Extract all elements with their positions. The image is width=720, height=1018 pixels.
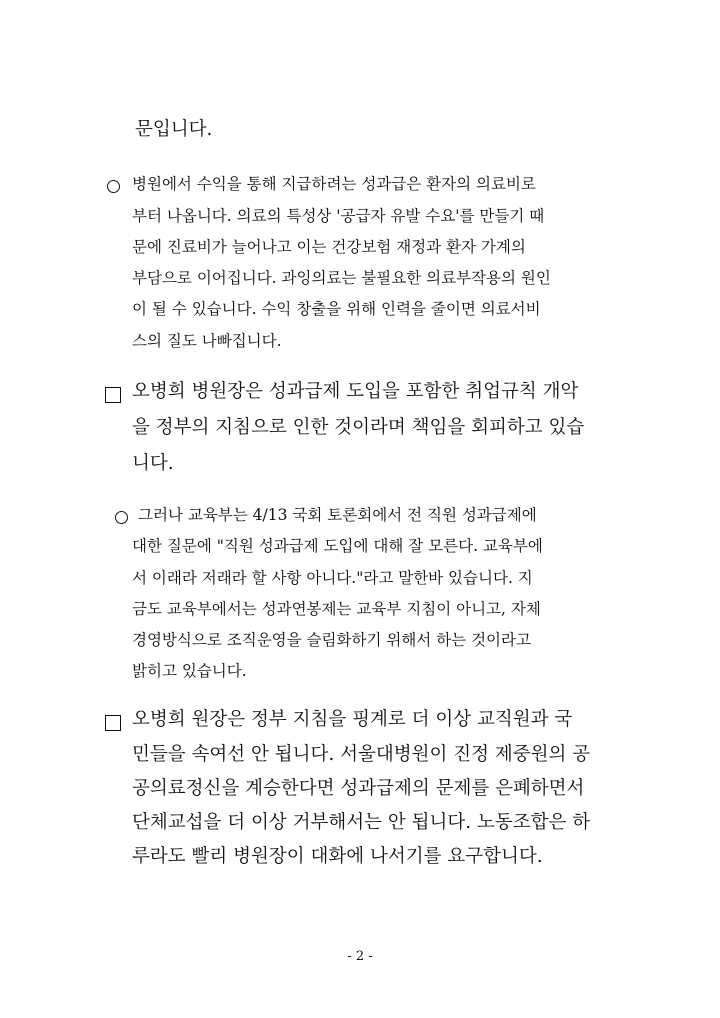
- paragraph-line: 단체교섭을 더 이상 거부해서는 안 됩니다. 노동조합은 하: [132, 812, 591, 833]
- paragraph-line: 부담으로 이어집니다. 과잉의료는 불필요한 의료부작용의 원인: [132, 269, 551, 287]
- paragraph-line: 오병희 병원장은 성과급제 도입을 포함한 취업규칙 개악: [132, 381, 579, 402]
- square-bullet-icon: [105, 715, 121, 731]
- paragraph-line: 니다.: [132, 453, 174, 474]
- paragraph-line: 오병희 원장은 정부 지침을 핑계로 더 이상 교직원과 국: [132, 709, 573, 730]
- circle-bullet-icon: [115, 511, 128, 524]
- paragraph-line: 병원에서 수익을 통해 지급하려는 성과급은 환자의 의료비로: [132, 175, 536, 193]
- paragraph-line: 금도 교육부에서는 성과연봉제는 교육부 지침이 아니고, 자체: [132, 600, 541, 618]
- paragraph-line: 문에 진료비가 늘어나고 이는 건강보험 재정과 환자 가계의: [132, 238, 526, 256]
- square-bullet-icon: [105, 387, 121, 403]
- paragraph-line: 을 정부의 지침으로 인한 것이라며 책임을 회피하고 있습: [132, 417, 585, 438]
- page-number: - 2 -: [347, 949, 373, 964]
- paragraph-line: 밝히고 있습니다.: [132, 662, 247, 680]
- paragraph-line: 이 될 수 있습니다. 수익 창출을 위해 인력을 줄이면 의료서비: [132, 300, 541, 318]
- continuation-text: 문입니다.: [135, 119, 213, 140]
- paragraph-line: 그러나 교육부는 4/13 국회 토론회에서 전 직원 성과급제에: [138, 506, 537, 524]
- paragraph-line: 부터 나옵니다. 의료의 특성상 '공급자 유발 수요'를 만들기 때: [132, 207, 545, 225]
- paragraph-line: 서 이래라 저래라 할 사항 아니다."라고 말한바 있습니다. 지: [132, 569, 533, 587]
- paragraph-line: 루라도 빨리 병원장이 대화에 나서기를 요구합니다.: [132, 846, 543, 867]
- paragraph-line: 스의 질도 나빠집니다.: [132, 332, 282, 350]
- circle-bullet-icon: [107, 180, 120, 193]
- paragraph-line: 공의료정신을 계승한다면 성과급제의 문제를 은폐하면서: [132, 778, 585, 799]
- paragraph-line: 대한 질문에 "직원 성과급제 도입에 대해 잘 모른다. 교육부에: [132, 537, 543, 555]
- paragraph-line: 경영방식으로 조직운영을 슬림화하기 위해서 하는 것이라고: [132, 631, 531, 649]
- paragraph-line: 민들을 속여선 안 됩니다. 서울대병원이 진정 제중원의 공: [132, 744, 591, 765]
